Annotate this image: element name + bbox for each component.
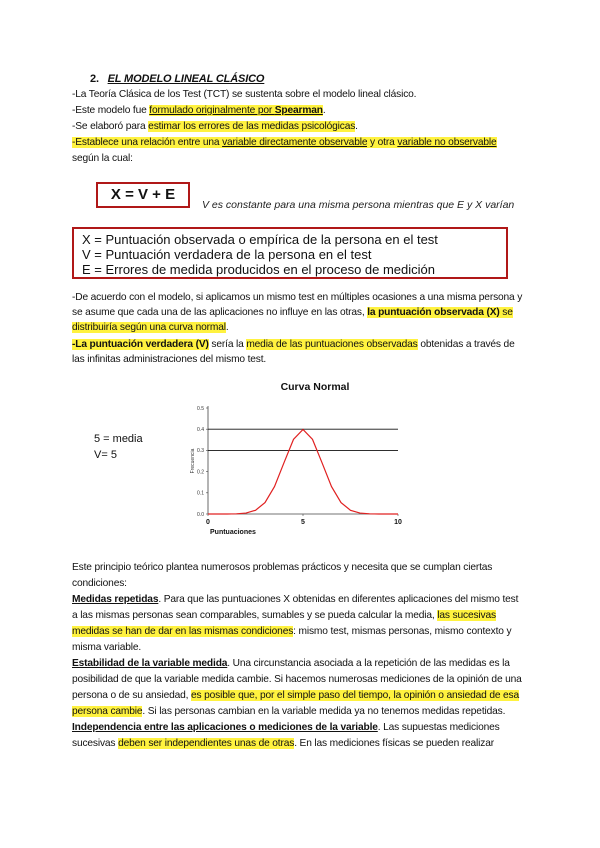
condition-title: Independencia entre las aplicaciones o mediciones de la variable (72, 722, 378, 733)
highlight-text: variable no observable (397, 137, 497, 148)
para-text: obtenidas a través de (417, 339, 515, 350)
para-text: a las mismas personas sean comparables, sumables y se pueda calcular la media, (72, 610, 438, 621)
intro-line-3 (72, 120, 358, 134)
para-text: sería la (208, 339, 247, 350)
y-tick-label: 0.4 (197, 427, 204, 433)
intro-line-2 (72, 104, 326, 118)
para-text: . Si las personas cambian en la variable medida ya no tenemos medidas repetidas. (142, 706, 506, 717)
para-text: . (225, 322, 229, 333)
highlight-text: y otra (367, 137, 398, 148)
para1-line-1: -De acuerdo con el modelo, si aplicamos un mismo test en múltiples ocasiones a una misma persona y (72, 292, 523, 303)
intro-text: . (322, 105, 326, 116)
formula-note: V es constante para una misma persona mientras que E y X varían (202, 199, 515, 211)
highlight-text: -La puntuación verdadera (V) (72, 339, 209, 350)
chart-side-v: V= 5 (94, 449, 117, 461)
para2-line-2: las infinitas administraciones del mismo test. (72, 354, 267, 365)
x-axis-label: Puntuaciones (210, 529, 256, 536)
highlight-text: distribuiría según una curva normal (72, 322, 226, 333)
cond1-line-3 (72, 625, 511, 639)
intro-line-1: -La Teoría Clásica de los Test (TCT) se sustenta sobre el modelo lineal clásico. (72, 89, 417, 100)
para-text: . Para que las puntuaciones X obtenidas en diferentes aplicaciones del mismo test (158, 594, 519, 605)
chart-side-mean: 5 = media (94, 433, 143, 445)
highlight-text: se (499, 307, 513, 318)
para-text: se asume que cada una de las aplicaciones no influye en las otras, (72, 307, 368, 318)
section-heading (90, 72, 264, 86)
section-number: 2. (90, 73, 99, 85)
para-text: persona o de su ansiedad, (72, 690, 192, 701)
para-text: . En las mediciones físicas se pueden realizar (294, 738, 494, 749)
cond2-line-1 (72, 657, 510, 671)
definition-e: E = Errores de medida producidos en el proceso de medición (82, 262, 436, 277)
y-tick-label: 0.3 (197, 448, 204, 455)
para3-line-1: Este principio teórico plantea numerosos problemas prácticos y necesita que se cumplan ciertas (72, 562, 493, 573)
para1-line-2 (72, 306, 513, 320)
x-tick-label: 0 (206, 519, 210, 526)
highlight-text: las sucesivas (437, 610, 496, 621)
highlight-text: -Establece una relación entre una (72, 137, 223, 148)
cond1-line-1 (72, 593, 518, 607)
highlight-spearman: Spearman (274, 105, 323, 116)
cond2-line-4 (72, 705, 505, 719)
para2-line-1 (72, 338, 515, 352)
condition-title: Estabilidad de la variable medida (72, 658, 228, 669)
definition-x: X = Puntuación observada o empírica de la persona en el test (82, 232, 438, 247)
cond2-line-3 (72, 689, 519, 703)
y-tick-label: 0.2 (197, 469, 204, 476)
highlight-text: variable directamente observable (222, 137, 368, 148)
para-text: . Una circunstancia asociada a la repetición de las medidas es la (227, 658, 510, 669)
cond2-line-2: posibilidad de que la variable medida cambie. Si hacemos numerosas mediciones de la opinión de una (72, 674, 522, 685)
para3-line-2: condiciones: (72, 578, 127, 589)
definition-v: V = Puntuación verdadera de la persona en el test (82, 247, 372, 262)
highlight-text: persona cambie (72, 706, 143, 717)
para-text: sucesivas (72, 738, 119, 749)
cond3-line-1 (72, 721, 500, 735)
condition-title: Medidas repetidas (72, 594, 159, 605)
y-tick-label: 0.0 (197, 511, 204, 518)
cond3-line-2 (72, 737, 494, 751)
definitions-box (72, 227, 508, 279)
normal-curve-chart (180, 378, 420, 540)
highlight-text: medidas se han de dar en las mismas condiciones (72, 626, 294, 637)
highlight-text: la puntuación observada (X) (367, 307, 500, 318)
para-text: : mismo test, mismas personas, mismo contexto y (293, 626, 512, 637)
intro-line-5: según la cual: (72, 153, 133, 164)
highlight-text: media de las puntuaciones observadas (246, 339, 418, 350)
cond1-line-4: misma variable. (72, 642, 142, 653)
highlight-text: estimar los errores de las medidas psicológicas (148, 121, 356, 132)
section-title: EL MODELO LINEAL CLÁSICO (107, 73, 265, 85)
cond1-line-2 (72, 609, 496, 623)
para1-line-3 (72, 321, 229, 335)
normal-curve-line (208, 429, 398, 514)
para-text: . Las supuestas mediciones (377, 722, 500, 733)
highlight-text: deben ser independientes unas de otras (118, 738, 295, 749)
intro-line-4 (72, 136, 497, 150)
x-tick-label: 5 (301, 519, 305, 526)
y-tick-label: 0.1 (197, 490, 204, 497)
x-tick-label: 10 (394, 519, 402, 526)
highlight-text: formulado originalmente por (149, 105, 275, 116)
formula-box: X = V + E (96, 182, 190, 208)
y-axis-label: Frecuencia (190, 448, 196, 474)
highlight-text: es posible que, por el simple paso del tiempo, la opinión o ansiedad de esa (191, 690, 520, 701)
y-tick-label: 0.5 (197, 405, 204, 412)
intro-text: . (355, 121, 358, 132)
chart-title: Curva Normal (280, 381, 350, 393)
intro-text: -Este modelo fue (72, 105, 150, 116)
intro-text: -Se elaboró para (72, 121, 149, 132)
